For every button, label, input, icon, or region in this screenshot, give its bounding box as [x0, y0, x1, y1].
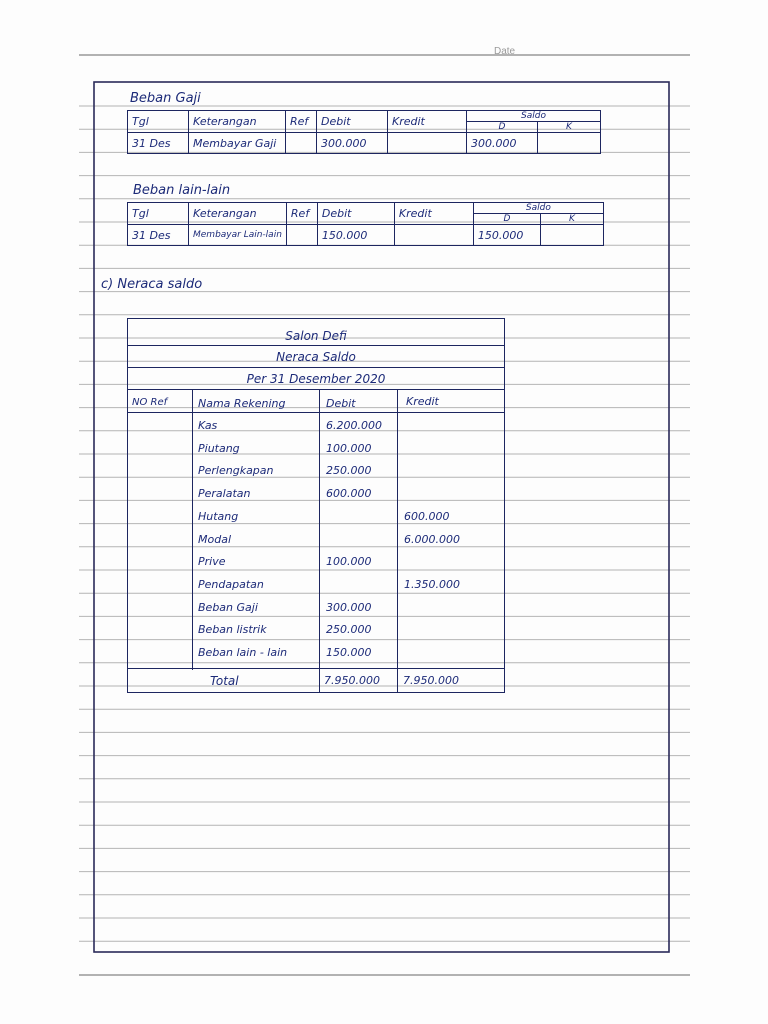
row-ref [286, 225, 317, 246]
ledger-gaji-title: Beban Gaji [130, 91, 201, 106]
row-debit: 600.000 [326, 487, 372, 501]
col-debit: Debit [326, 397, 356, 410]
row-kredit: 600.000 [404, 509, 450, 523]
col-keterangan: Keterangan [189, 203, 287, 225]
col-saldo-d: D [473, 214, 540, 225]
row-nama: Beban listrik [198, 623, 267, 637]
col-tgl: Tgl [128, 203, 189, 225]
col-kredit: Kredit [406, 395, 439, 408]
row-nama: Beban Gaji [198, 600, 258, 614]
row-debit: 300.000 [326, 600, 372, 614]
row-nama: Perlengkapan [198, 464, 274, 478]
report-title: Neraca Saldo [276, 350, 356, 364]
row-nama: Beban lain - lain [198, 646, 288, 659]
report-period: Per 31 Desember 2020 [246, 372, 386, 386]
total-label: Total [210, 674, 239, 688]
col-saldo: Saldo [473, 203, 603, 214]
col-kredit: Kredit [388, 111, 467, 133]
row-kredit [394, 225, 473, 246]
row-nama: Hutang [198, 509, 239, 523]
col-saldo: Saldo [467, 111, 601, 122]
row-saldo-d: 300.000 [467, 133, 538, 154]
row-saldo-d: 150.000 [473, 225, 540, 246]
row-debit: 100.000 [326, 555, 372, 569]
row-nama: Pendapatan [198, 577, 264, 591]
col-debit: Debit [317, 111, 388, 133]
row-keterangan: Membayar Lain-lain [189, 225, 287, 246]
total-kredit: 7.950.000 [403, 674, 459, 687]
row-kredit: 1.350.000 [404, 577, 460, 591]
total-debit: 7.950.000 [324, 674, 380, 687]
col-saldo-k: K [538, 122, 601, 133]
row-nama: Prive [198, 555, 226, 569]
neraca-saldo-table [127, 318, 505, 693]
row-debit: 150.000 [317, 225, 394, 246]
row-debit: 300.000 [317, 133, 388, 154]
row-tgl: 31 Des [128, 225, 189, 246]
ledger-gaji-table [127, 110, 601, 154]
row-nama: Piutang [198, 441, 240, 455]
col-saldo-d: D [467, 122, 538, 133]
col-kredit: Kredit [394, 203, 473, 225]
row-debit: 150.000 [326, 646, 372, 659]
section-title: c) Neraca saldo [101, 277, 203, 292]
col-tgl: Tgl [128, 111, 189, 133]
row-kredit [388, 133, 467, 154]
col-saldo-k: K [540, 214, 603, 225]
row-nama: Modal [198, 532, 231, 546]
row-saldo-k [540, 225, 603, 246]
col-keterangan: Keterangan [189, 111, 286, 133]
company-name: Salon Defi [285, 329, 347, 343]
row-debit: 250.000 [326, 464, 372, 478]
row-debit: 6.200.000 [326, 419, 382, 432]
row-keterangan: Membayar Gaji [189, 133, 286, 154]
row-debit: 250.000 [326, 623, 372, 637]
row-debit: 100.000 [326, 441, 372, 455]
col-nama-rekening: Nama Rekening [198, 397, 286, 410]
col-debit: Debit [317, 203, 394, 225]
row-ref [286, 133, 317, 154]
ledger-lain-title: Beban lain-lain [133, 183, 231, 198]
ledger-lain-table [127, 202, 604, 246]
row-saldo-k [538, 133, 601, 154]
date-label: Date [494, 46, 516, 57]
col-no-ref: NO Ref [132, 397, 168, 408]
row-kredit: 6.000.000 [404, 532, 460, 546]
col-ref: Ref [286, 203, 317, 225]
row-nama: Peralatan [198, 487, 251, 501]
col-ref: Ref [286, 111, 317, 133]
row-nama: Kas [198, 419, 218, 432]
row-tgl: 31 Des [128, 133, 189, 154]
